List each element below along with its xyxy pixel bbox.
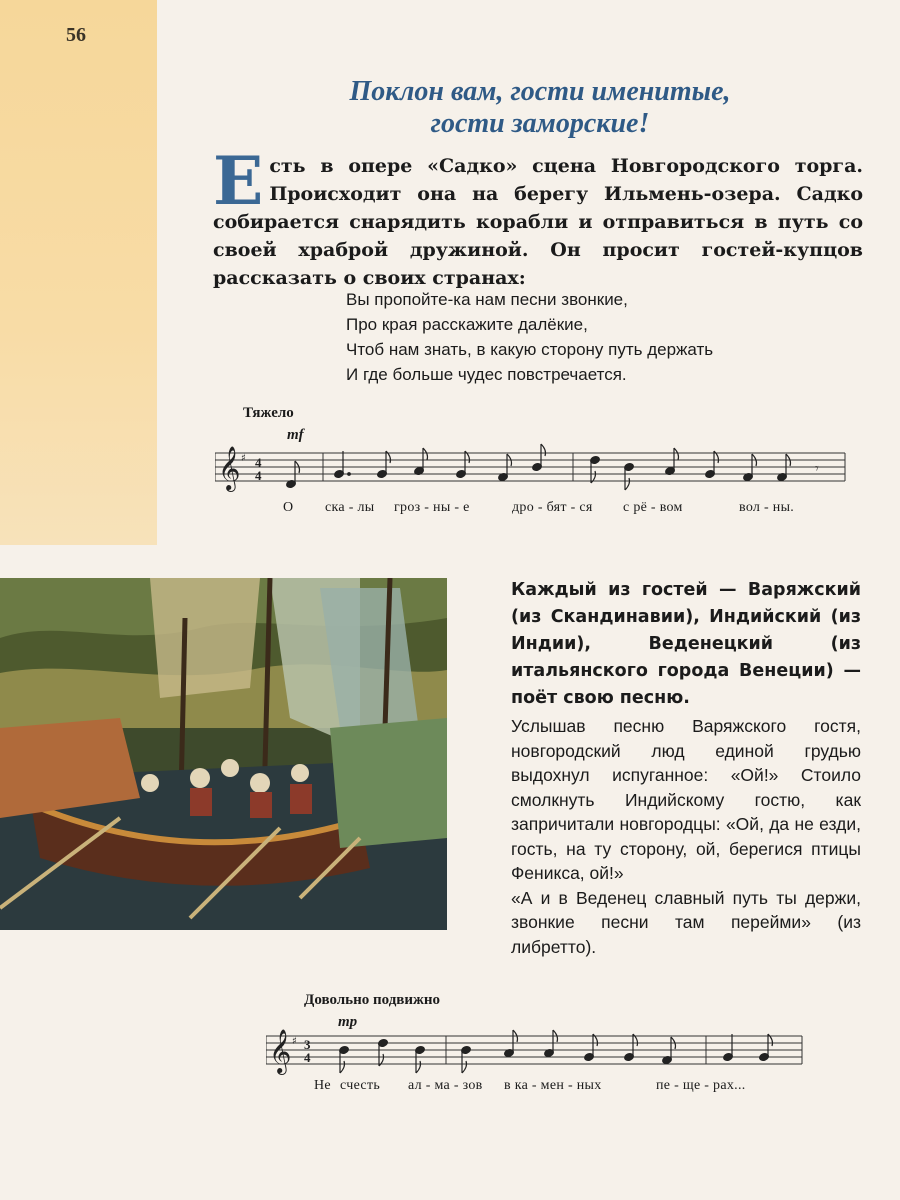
- tempo-marking: Тяжело: [243, 405, 294, 421]
- lyric: ска - лы: [325, 500, 375, 515]
- lyric: дро - бят - ся: [512, 500, 593, 515]
- section-title: [290, 76, 790, 140]
- poem-line: Чтоб нам знать, в какую сторону путь держать: [346, 340, 714, 359]
- lyric: гроз - ны - е: [394, 500, 470, 515]
- rest-icon: 𝄾: [815, 461, 819, 477]
- tempo-marking: Довольно подвижно: [304, 992, 441, 1008]
- paragraph: Услышав песню Варяжского гостя, новгородский люд единой грудью выдохнул испуганное: «Ой!» Стоило смолкнуть Индийскому гостю, как запричитали новгородцы: «Ой, да не езди, гость, на ту сторону, ой, берегися птицы Феникса, ой!»: [511, 716, 861, 883]
- lyric: в ка - мен - ных: [504, 1078, 602, 1093]
- lyric: О: [283, 500, 294, 515]
- lyric: пе - ще - рах...: [656, 1078, 746, 1093]
- dynamic-marking: mp: [338, 1014, 358, 1030]
- lyric: счесть: [340, 1078, 381, 1093]
- music-example-2: [266, 990, 826, 1100]
- svg-text:♯: ♯: [292, 1036, 297, 1047]
- lyric: Не: [314, 1078, 331, 1093]
- music-example-1: [215, 405, 855, 525]
- music-staff-1: [215, 443, 855, 503]
- poem-line: Вы пропойте-ка нам песни звонкие,: [346, 290, 628, 309]
- caption-paragraph: Каждый из гостей — Варяжский (из Скандинавии), Индийский (из Индии), Веденецкий (из итальянского города Венеции) — поёт свою песню.: [511, 580, 861, 708]
- page-number: 56: [66, 24, 86, 46]
- dynamic-marking: mf: [287, 427, 304, 443]
- opera-painting: [0, 578, 447, 930]
- body-text: [511, 714, 861, 959]
- treble-clef-icon: 𝄞: [269, 1029, 292, 1073]
- intro-paragraph: [213, 142, 863, 292]
- title-line-2: гости заморские!: [430, 108, 650, 139]
- poem-line: Про края расскажите далёкие,: [346, 315, 588, 334]
- poem-line: И где больше чудес повстречается.: [346, 365, 627, 384]
- svg-text:4: 4: [255, 455, 262, 470]
- drop-cap: Е: [213, 142, 264, 220]
- paragraph: «А и в Веденец славный путь ты держи, звонкие песни там перейми» (из либретто).: [511, 887, 861, 957]
- poem-quote: [346, 287, 713, 387]
- lyric: с рё - вом: [623, 500, 683, 515]
- lyric: вол - ны.: [739, 500, 795, 515]
- svg-text:3: 3: [304, 1037, 311, 1052]
- svg-text:4: 4: [304, 1050, 311, 1065]
- title-line-1: Поклон вам, гости именитые,: [349, 76, 731, 107]
- svg-text:4: 4: [255, 468, 262, 483]
- treble-clef-icon: 𝄞: [218, 446, 241, 490]
- yellow-margin-band: [0, 0, 157, 545]
- intro-text: сть в опере «Садко» сцена Новгородского торга. Происходит она на берегу Ильмень-озера. Садко собирается снарядить корабли и отправиться в путь со своей храброй дружиной. Он просит гостей-купцов рассказать о своих странах:: [213, 155, 863, 289]
- lyric: ал - ма - зов: [408, 1078, 483, 1093]
- svg-text:♯: ♯: [241, 453, 246, 464]
